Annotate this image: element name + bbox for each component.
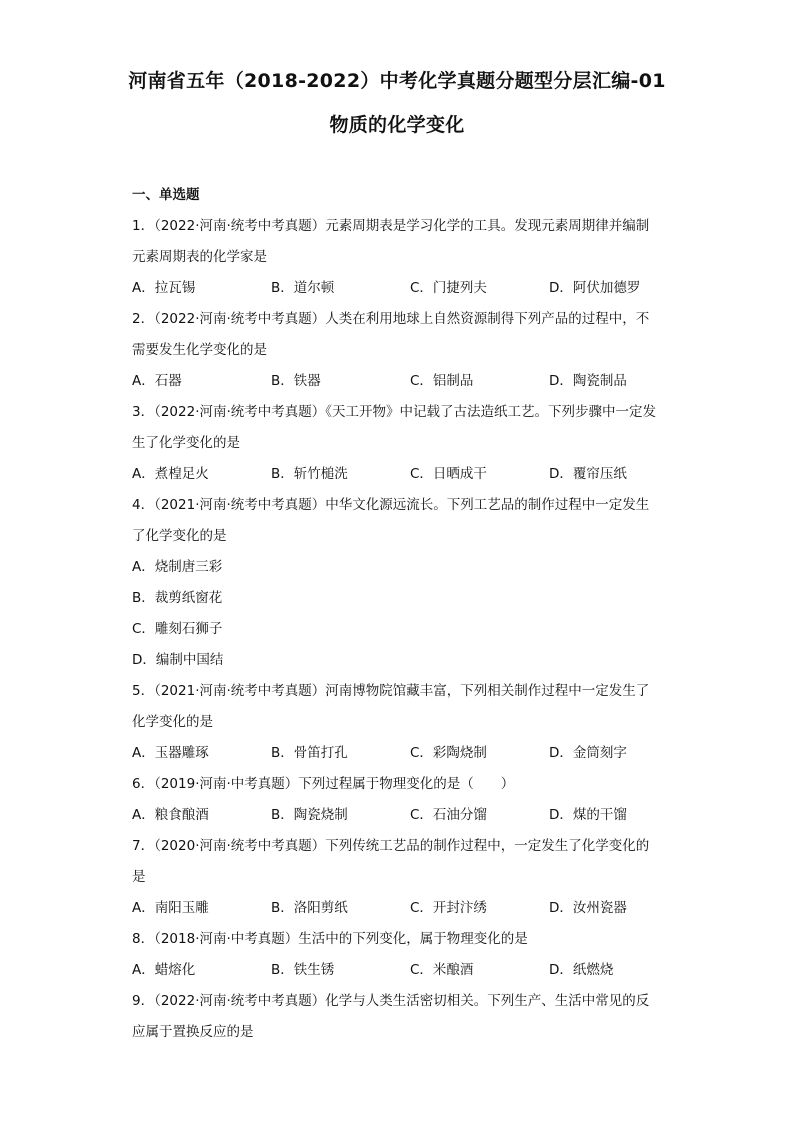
- question-7-text-line-1: 7．（2020·河南·统考中考真题）下列传统工艺品的制作过程中，一定发生了化学变化的: [132, 838, 650, 854]
- question-7-option-b: B．洛阳剪纸: [271, 900, 348, 916]
- question-3-option-b: B．斩竹槌洗: [271, 466, 348, 482]
- question-2-option-c: C．铝制品: [410, 373, 474, 389]
- question-6-option-a: A．粮食酿酒: [132, 807, 209, 823]
- question-1-option-a: A．拉瓦锡: [132, 280, 196, 296]
- document-title-line-1: 河南省五年（2018-2022）中考化学真题分题型分层汇编-01: [128, 70, 666, 92]
- question-4-text-line-1: 4．（2021·河南·统考中考真题）中华文化源远流长。下列工艺品的制作过程中一定发生: [132, 497, 650, 513]
- question-5-option-b: B．骨笛打孔: [271, 745, 348, 761]
- question-3-text-line-1: 3．（2022·河南·统考中考真题）《天工开物》中记载了古法造纸工艺。下列步骤中一定发: [132, 404, 657, 420]
- question-8-option-a: A．蜡熔化: [132, 962, 196, 978]
- question-2-option-d: D．陶瓷制品: [549, 373, 627, 389]
- question-4-option-c: C．雕刻石狮子: [132, 621, 223, 637]
- question-5-text-line-1: 5．（2021·河南·统考中考真题）河南博物院馆藏丰富，下列相关制作过程中一定发生了: [132, 683, 650, 699]
- question-6-option-b: B．陶瓷烧制: [271, 807, 348, 823]
- question-5-option-a: A．玉器雕琢: [132, 745, 209, 761]
- question-2-option-b: B．铁器: [271, 373, 321, 389]
- question-1-text-line-1: 1．（2022·河南·统考中考真题）元素周期表是学习化学的工具。发现元素周期律并编制: [132, 218, 650, 234]
- question-5-option-c: C．彩陶烧制: [410, 745, 487, 761]
- question-8-text-line-1: 8．（2018·河南·中考真题）生活中的下列变化，属于物理变化的是: [132, 931, 528, 947]
- question-7-option-d: D．汝州瓷器: [549, 900, 627, 916]
- question-7-text-line-2: 是: [132, 869, 146, 885]
- question-6-option-d: D．煤的干馏: [549, 807, 627, 823]
- question-2-text-line-2: 需要发生化学变化的是: [132, 342, 267, 358]
- question-5-option-d: D．金筒刻字: [549, 745, 627, 761]
- question-3-option-d: D．覆帘压纸: [549, 466, 627, 482]
- question-3-option-a: A．煮楻足火: [132, 466, 209, 482]
- question-6-text-line-1: 6．（2019·河南·中考真题）下列过程属于物理变化的是（ ）: [132, 776, 515, 792]
- question-7-option-a: A．南阳玉雕: [132, 900, 209, 916]
- question-8-option-b: B．铁生锈: [271, 962, 335, 978]
- question-1-option-c: C．门捷列夫: [410, 280, 487, 296]
- question-9-text-line-1: 9．（2022·河南·统考中考真题）化学与人类生活密切相关。下列生产、生活中常见的反: [132, 993, 650, 1009]
- question-6-option-c: C．石油分馏: [410, 807, 487, 823]
- question-3-text-line-2: 生了化学变化的是: [132, 435, 240, 451]
- question-1-text-line-2: 元素周期表的化学家是: [132, 249, 267, 265]
- section-heading: 一、单选题: [132, 187, 200, 203]
- question-1-option-b: B．道尔顿: [271, 280, 335, 296]
- question-4-text-line-2: 了化学变化的是: [132, 528, 227, 544]
- question-4-option-d: D．编制中国结: [132, 652, 224, 668]
- question-5-text-line-2: 化学变化的是: [132, 714, 213, 730]
- question-9-text-line-2: 应属于置换反应的是: [132, 1024, 254, 1040]
- question-7-option-c: C．开封汴绣: [410, 900, 487, 916]
- question-1-option-d: D．阿伏加德罗: [549, 280, 641, 296]
- question-2-text-line-1: 2．（2022·河南·统考中考真题）人类在利用地球上自然资源制得下列产品的过程中，不: [132, 311, 650, 327]
- question-3-option-c: C．日晒成干: [410, 466, 487, 482]
- question-4-option-b: B．裁剪纸窗花: [132, 590, 223, 606]
- question-2-option-a: A．石器: [132, 373, 182, 389]
- document-title-line-2: 物质的化学变化: [329, 114, 465, 136]
- question-8-option-d: D．纸燃烧: [549, 962, 614, 978]
- question-4-option-a: A．烧制唐三彩: [132, 559, 223, 575]
- question-8-option-c: C．米酿酒: [410, 962, 474, 978]
